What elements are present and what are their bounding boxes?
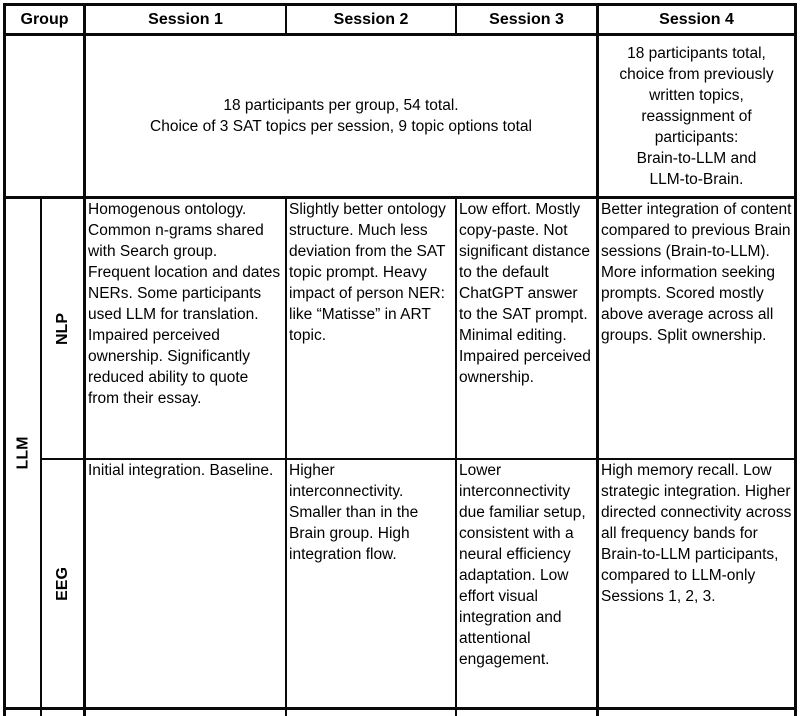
row-label-nlp — [42, 199, 83, 458]
partial-row-cell — [42, 710, 83, 716]
cell-nlp-session-1: Homogenous ontology. Common n-grams shared with Search group. Frequent location and dates NERs. Some participants used LLM for translation. Impaired perceived ownership. Significantly reduced ability to quote from their essay. — [86, 199, 285, 458]
header-session-3-label: Session 3 — [489, 10, 564, 28]
header-session-3 — [457, 6, 596, 33]
partial-row-cell — [457, 710, 596, 716]
header-session-2-label: Session 2 — [333, 10, 409, 28]
group-label-llm — [6, 199, 40, 707]
header-group — [6, 6, 83, 33]
overview-sessions-1-3-cell: 18 participants per group, 54 total. Choice of 3 SAT topics per session, 9 topic options total — [86, 36, 596, 196]
row-label-eeg — [42, 460, 83, 707]
cell-eeg-session-4: High memory recall. Low strategic integration. Higher directed connectivity across all frequency bands for Brain-to-LLM participants, compared to LLM-only Sessions 1, 2, 3. — [599, 460, 794, 707]
header-session-2 — [287, 6, 455, 33]
cell-nlp-session-4: Better integration of content compared to previous Brain sessions (Brain-to-LLM). More information seeking prompts. Scored mostly above average across all groups. Split ownership. — [599, 199, 794, 458]
cell-eeg-session-1: Initial integration. Baseline. — [86, 460, 285, 707]
header-session-4 — [599, 6, 794, 33]
cell-nlp-session-2: Slightly better ontology structure. Much less deviation from the SAT topic prompt. Heavy impact of person NER: like “Matisse” in ART topic. — [287, 199, 455, 458]
partial-row-cell — [6, 710, 40, 716]
header-session-4-label: Session 4 — [659, 10, 734, 28]
header-group-label: Group — [20, 10, 69, 28]
row-label-eeg-text: EEG — [53, 566, 71, 601]
cell-eeg-session-2: Higher interconnectivity. Smaller than in the Brain group. High integration flow. — [287, 460, 455, 707]
cell-eeg-session-3: Lower interconnectivity due familiar setup, consistent with a neural efficiency adaptation. Low effort visual integration and attentional engagement. — [457, 460, 596, 707]
header-session-1 — [86, 6, 285, 33]
row-label-nlp-text: NLP — [53, 312, 71, 345]
overview-group-empty-cell — [6, 36, 83, 196]
partial-row-cell — [599, 710, 794, 716]
partial-row-cell — [86, 710, 285, 716]
cell-nlp-session-3: Low effort. Mostly copy-paste. Not significant distance to the default ChatGPT answer to the SAT prompt. Minimal editing. Impaired perceived ownership. — [457, 199, 596, 458]
sessions-summary-table — [3, 3, 797, 716]
partial-row-cell — [287, 710, 455, 716]
overview-session-4-cell: 18 participants total, choice from previously written topics, reassignment of participants: Brain-to-LLM and LLM-to-Brain. — [599, 36, 794, 196]
group-label-llm-text: LLM — [14, 436, 31, 470]
header-session-1-label: Session 1 — [148, 10, 223, 28]
